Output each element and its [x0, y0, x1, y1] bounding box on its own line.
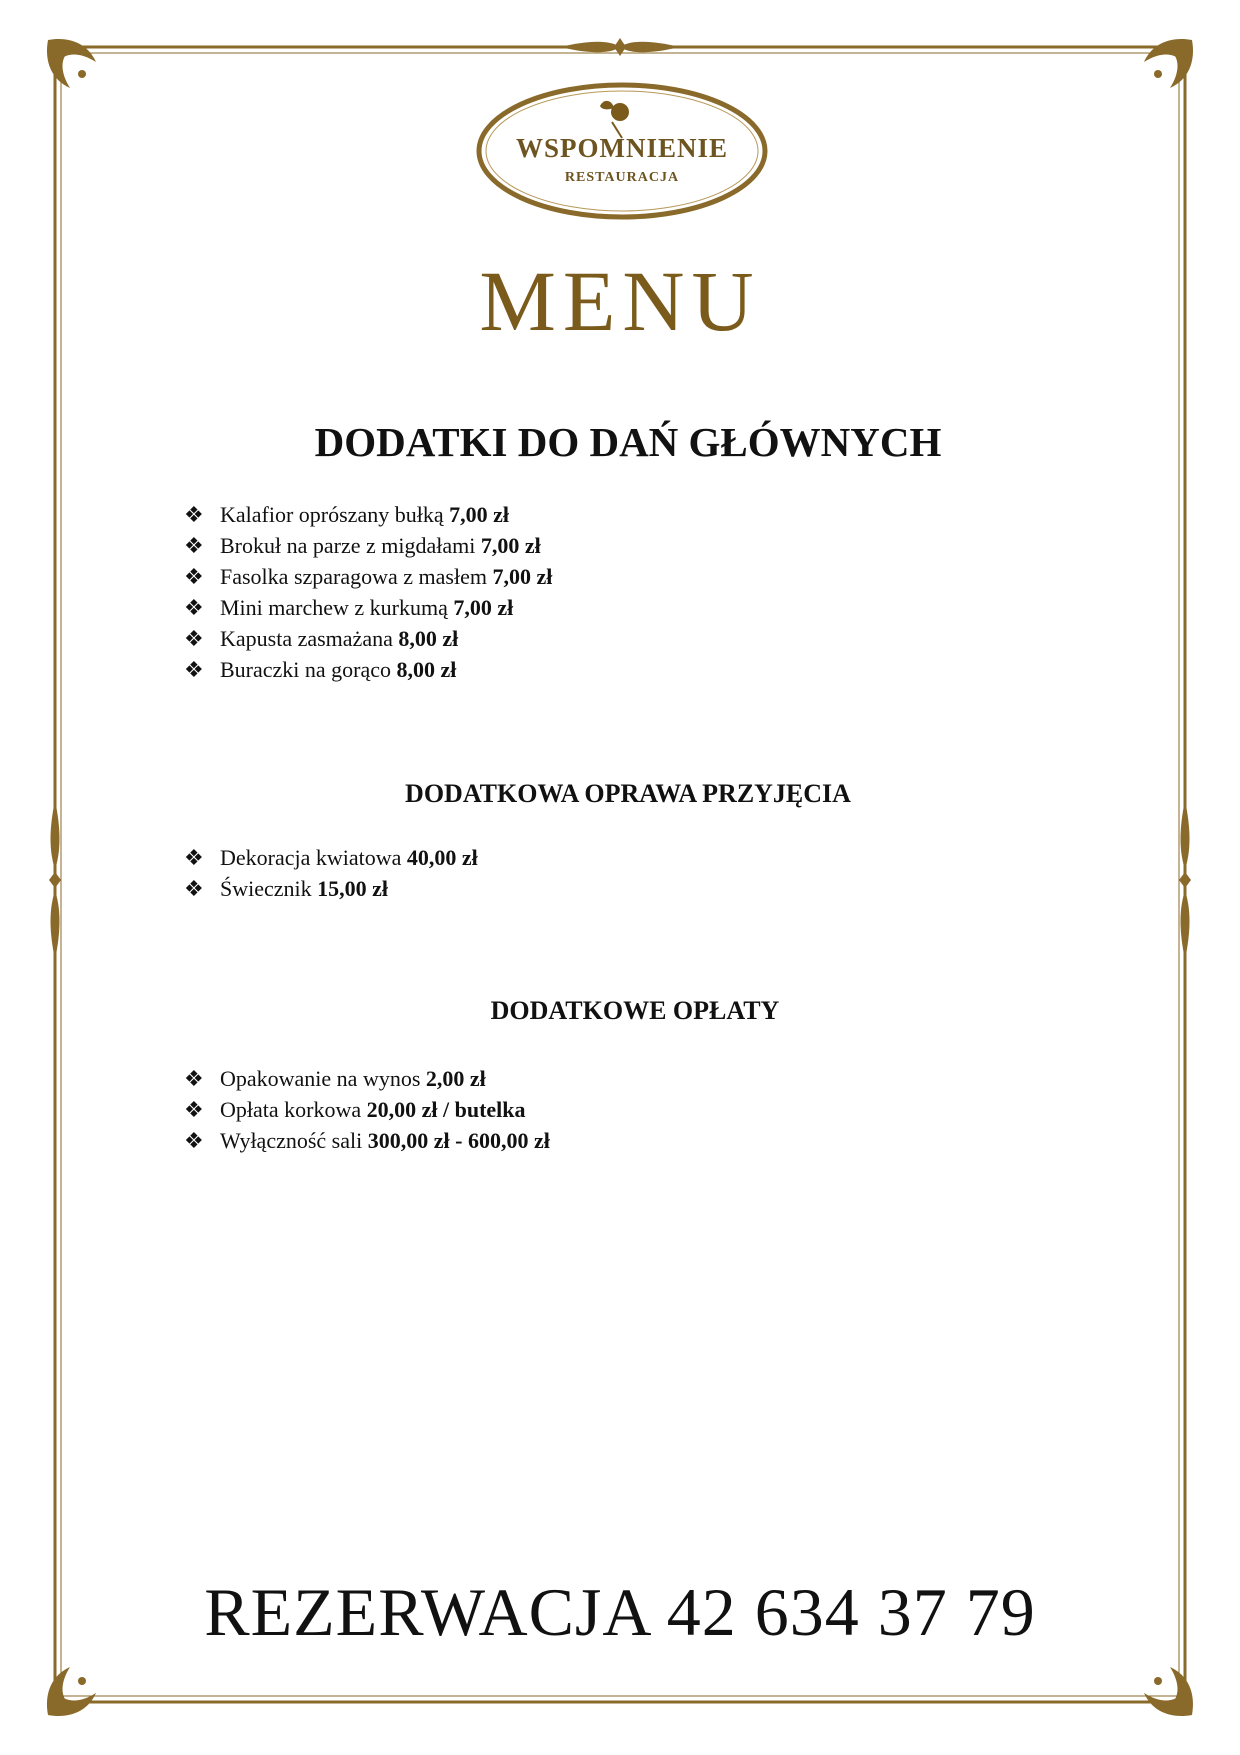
diamond-bullet-icon: ❖: [184, 877, 204, 902]
section-title-fees: DODATKOWE OPŁATY: [490, 996, 780, 1025]
logo-name: WSPOMNIENIE: [515, 133, 729, 163]
list-item: [184, 654, 552, 685]
list-item: [184, 530, 552, 561]
item-name: Kapusta zasmażana: [220, 626, 393, 651]
list-item: [184, 1063, 550, 1094]
item-name: Brokuł na parze z migdałami: [220, 533, 476, 558]
fees-list: [184, 1063, 550, 1156]
left-side-ornament-icon: [49, 800, 61, 960]
list-item: [184, 873, 478, 904]
item-price: 300,00 zł - 600,00 zł: [367, 1128, 550, 1153]
item-price: 8,00 zł: [398, 626, 459, 651]
restaurant-logo: [472, 78, 772, 224]
item-price: 7,00 zł: [480, 533, 541, 558]
menu-title: MENU: [479, 253, 761, 349]
item-name: Dekoracja kwiatowa: [220, 845, 402, 870]
reservation-phone: REZERWACJA 42 634 37 79: [204, 1574, 1036, 1650]
item-price: 2,00 zł: [425, 1066, 486, 1091]
item-name: Mini marchew z kurkumą: [220, 595, 448, 620]
item-name: Opakowanie na wynos: [220, 1066, 421, 1091]
diamond-bullet-icon: ❖: [184, 627, 204, 652]
diamond-bullet-icon: ❖: [184, 1067, 204, 1092]
diamond-bullet-icon: ❖: [184, 846, 204, 871]
diamond-bullet-icon: ❖: [184, 534, 204, 559]
decoration-list: [184, 842, 478, 904]
item-name: Świecznik: [220, 876, 312, 901]
item-price: 15,00 zł: [317, 876, 389, 901]
item-price: 7,00 zł: [449, 502, 509, 527]
item-name: Kalafior oprószany bułką: [220, 502, 444, 527]
diamond-bullet-icon: ❖: [184, 565, 204, 590]
item-name: Opłata korkowa: [220, 1097, 362, 1122]
item-price: 7,00 zł: [492, 564, 553, 589]
list-item: [184, 499, 552, 530]
diamond-bullet-icon: ❖: [184, 658, 204, 683]
item-name: Wyłączność sali: [220, 1128, 363, 1153]
diamond-bullet-icon: ❖: [184, 1098, 204, 1123]
list-item: [184, 561, 552, 592]
item-name: Fasolka szparagowa z masłem: [220, 564, 487, 589]
list-item: [184, 623, 552, 654]
section-title-decoration: DODATKOWA OPRAWA PRZYJĘCIA: [405, 779, 851, 808]
right-side-ornament-icon: [1179, 800, 1191, 960]
diamond-bullet-icon: ❖: [184, 596, 204, 621]
side-dishes-list: [184, 499, 552, 685]
list-item: [184, 842, 478, 873]
item-name: Buraczki na gorąco: [220, 657, 392, 682]
section-title-side-dishes: DODATKI DO DAŃ GŁÓWNYCH: [314, 419, 942, 465]
diamond-bullet-icon: ❖: [184, 1129, 204, 1154]
diamond-bullet-icon: ❖: [184, 503, 204, 528]
item-price: 40,00 zł: [406, 845, 478, 870]
list-item: [184, 592, 552, 623]
item-price: 7,00 zł: [453, 595, 514, 620]
item-price: 20,00 zł / butelka: [366, 1097, 526, 1122]
list-item: [184, 1125, 550, 1156]
logo-subtitle: RESTAURACJA: [564, 170, 680, 185]
item-price: 8,00 zł: [396, 657, 457, 682]
list-item: [184, 1094, 550, 1125]
